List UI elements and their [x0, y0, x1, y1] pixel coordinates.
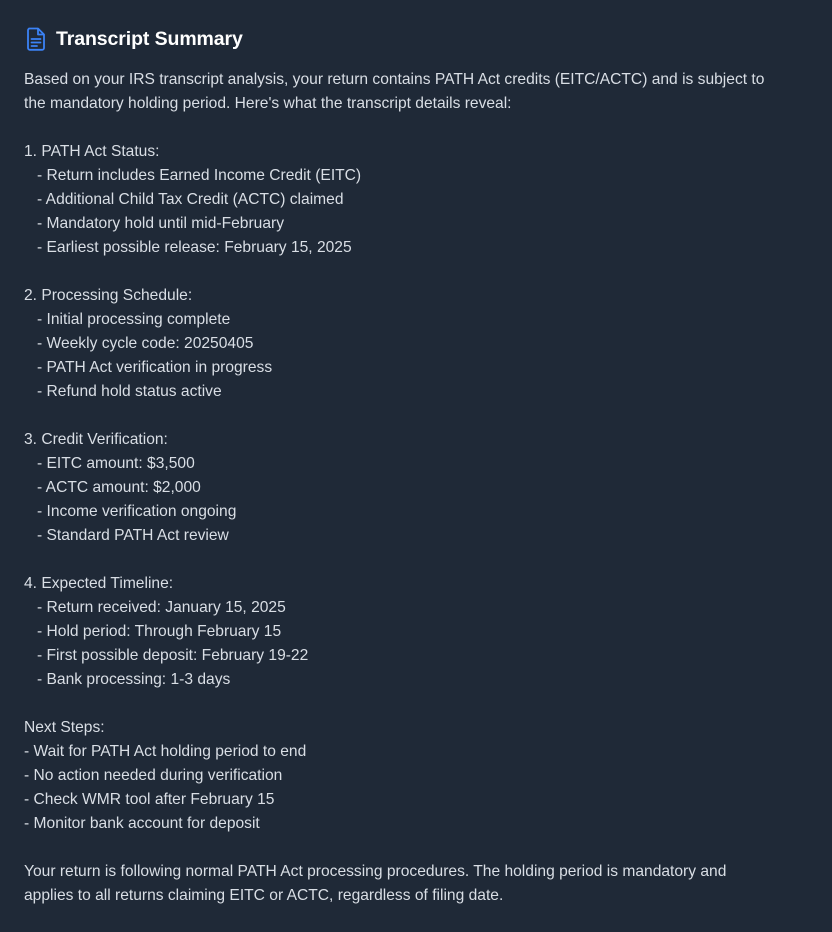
card-title: Transcript Summary: [56, 27, 243, 50]
document-icon: [25, 26, 47, 52]
section-heading: 1. PATH Act Status:: [24, 143, 160, 160]
list-item: - Mandatory hold until mid-February: [37, 215, 285, 232]
next-steps-heading: Next Steps:: [24, 719, 105, 736]
next-step-item: - Check WMR tool after February 15: [24, 791, 275, 808]
list-item: - Refund hold status active: [37, 383, 222, 400]
list-item: - Standard PATH Act review: [37, 527, 229, 544]
list-item: - Return received: January 15, 2025: [37, 599, 286, 616]
summary-body: [24, 68, 814, 908]
section-heading: 2. Processing Schedule:: [24, 287, 193, 304]
list-item: - EITC amount: $3,500: [37, 455, 195, 472]
list-item: - Return includes Earned Income Credit (EITC): [37, 167, 362, 184]
next-step-item: - Monitor bank account for deposit: [24, 815, 260, 832]
list-item: - Hold period: Through February 15: [37, 623, 282, 640]
list-item: - Earliest possible release: February 15, 2025: [37, 239, 352, 256]
card-header: [25, 25, 243, 53]
section-heading: 4. Expected Timeline:: [24, 575, 174, 592]
conclusion-text: Your return is following normal PATH Act processing procedures. The holding period is mandatory and: [24, 863, 727, 880]
conclusion-text: applies to all returns claiming EITC or ACTC, regardless of filing date.: [24, 887, 504, 904]
list-item: - First possible deposit: February 19-22: [37, 647, 309, 664]
list-item: - ACTC amount: $2,000: [37, 479, 201, 496]
next-step-item: - No action needed during verification: [24, 767, 283, 784]
section-heading: 3. Credit Verification:: [24, 431, 168, 448]
list-item: - PATH Act verification in progress: [37, 359, 273, 376]
intro-text: the mandatory holding period. Here's what the transcript details reveal:: [24, 95, 512, 112]
list-item: - Additional Child Tax Credit (ACTC) claimed: [37, 191, 344, 208]
list-item: - Initial processing complete: [37, 311, 231, 328]
intro-text: Based on your IRS transcript analysis, your return contains PATH Act credits (EITC/ACTC) and is subject to: [24, 71, 765, 88]
list-item: - Weekly cycle code: 20250405: [37, 335, 254, 352]
list-item: - Income verification ongoing: [37, 503, 237, 520]
next-step-item: - Wait for PATH Act holding period to end: [24, 743, 307, 760]
list-item: - Bank processing: 1-3 days: [37, 671, 231, 688]
